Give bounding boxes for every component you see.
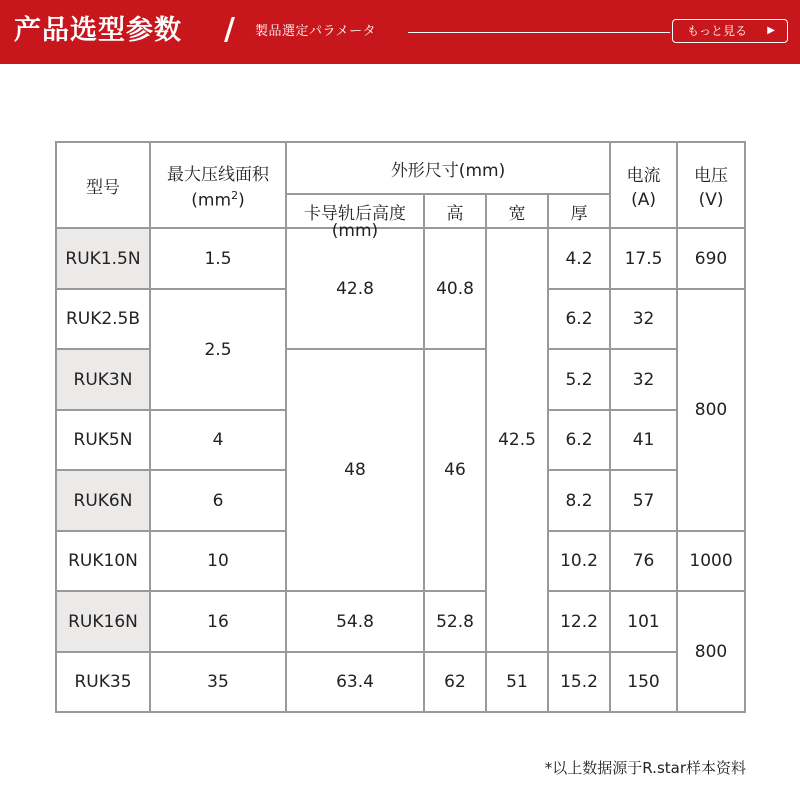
cell-model: RUK10N: [56, 531, 150, 591]
play-arrow-icon: ▶: [767, 25, 775, 36]
cell-model: RUK1.5N: [56, 228, 150, 289]
cell-area: 2.5: [150, 289, 286, 410]
cell-thickness: 8.2: [548, 470, 610, 531]
cell-height: 46: [424, 349, 486, 591]
header-area-label: 最大压线面积: [167, 164, 269, 185]
cell-width: 42.5: [486, 228, 548, 652]
cell-rail-height: (mm) 42.8: [286, 228, 424, 349]
header-model: 型号: [56, 142, 150, 228]
header-thickness: 厚: [548, 194, 610, 228]
cell-rail-height: 63.4: [286, 652, 424, 712]
spec-table: [55, 141, 746, 713]
title-separator: /: [224, 12, 235, 47]
table-row: [56, 652, 745, 712]
cell-rail-height: 48: [286, 349, 424, 591]
cell-model: RUK3N: [56, 349, 150, 410]
header-area-unit: $(mm^2)$: [191, 188, 245, 211]
cell-thickness: 6.2: [548, 289, 610, 349]
cell-height: 62: [424, 652, 486, 712]
cell-current: 101: [610, 591, 677, 652]
footnote: *以上数据源于R.star样本资料: [544, 759, 746, 777]
rail-height-unit: (mm): [331, 221, 379, 241]
cell-height: 52.8: [424, 591, 486, 652]
cell-voltage: 690: [677, 228, 745, 289]
header-current: [610, 142, 677, 228]
header-area: [150, 142, 286, 228]
cell-model: RUK2.5B: [56, 289, 150, 349]
header-divider-line: [408, 32, 670, 33]
cell-voltage: 1000: [677, 531, 745, 591]
cell-thickness: 5.2: [548, 349, 610, 410]
cell-current: 32: [610, 289, 677, 349]
header-voltage-label: 电压: [694, 165, 729, 186]
cell-model: RUK5N: [56, 410, 150, 470]
more-button[interactable]: [672, 19, 788, 43]
cell-height: 40.8: [424, 228, 486, 349]
header-rail-height: 卡导轨后高度: [286, 194, 424, 228]
header-dimensions: 外形尺寸(mm): [286, 142, 610, 194]
header-current-unit: (A): [631, 189, 656, 210]
cell-model: RUK6N: [56, 470, 150, 531]
cell-rail-height: 54.8: [286, 591, 424, 652]
header-voltage: [677, 142, 745, 228]
cell-area: 10: [150, 531, 286, 591]
page-subtitle: 製品選定パラメータ: [255, 24, 377, 39]
cell-current: 41: [610, 410, 677, 470]
cell-thickness: 6.2: [548, 410, 610, 470]
header-height: 高: [424, 194, 486, 228]
cell-thickness: 12.2: [548, 591, 610, 652]
cell-current: 17.5: [610, 228, 677, 289]
header-width: 宽: [486, 194, 548, 228]
cell-voltage: 800: [677, 591, 745, 712]
cell-current: 150: [610, 652, 677, 712]
cell-thickness: 10.2: [548, 531, 610, 591]
cell-area: 35: [150, 652, 286, 712]
cell-model: RUK35: [56, 652, 150, 712]
cell-current: 76: [610, 531, 677, 591]
cell-area: 4: [150, 410, 286, 470]
cell-area: 16: [150, 591, 286, 652]
cell-thickness: 4.2: [548, 228, 610, 289]
cell-current: 32: [610, 349, 677, 410]
table-row: [56, 591, 745, 652]
cell-thickness: 15.2: [548, 652, 610, 712]
more-button-label: もっと見る: [687, 24, 748, 38]
cell-area: 6: [150, 470, 286, 531]
header-voltage-unit: (V): [698, 189, 724, 210]
cell-current: 57: [610, 470, 677, 531]
cell-area: 1.5: [150, 228, 286, 289]
cell-voltage: 800: [677, 289, 745, 531]
cell-model: RUK16N: [56, 591, 150, 652]
header-banner: [0, 0, 800, 64]
table-row: [56, 228, 745, 289]
header-current-label: 电流: [626, 165, 661, 186]
cell-width: 51: [486, 652, 548, 712]
page-title: 产品选型参数: [14, 15, 182, 46]
